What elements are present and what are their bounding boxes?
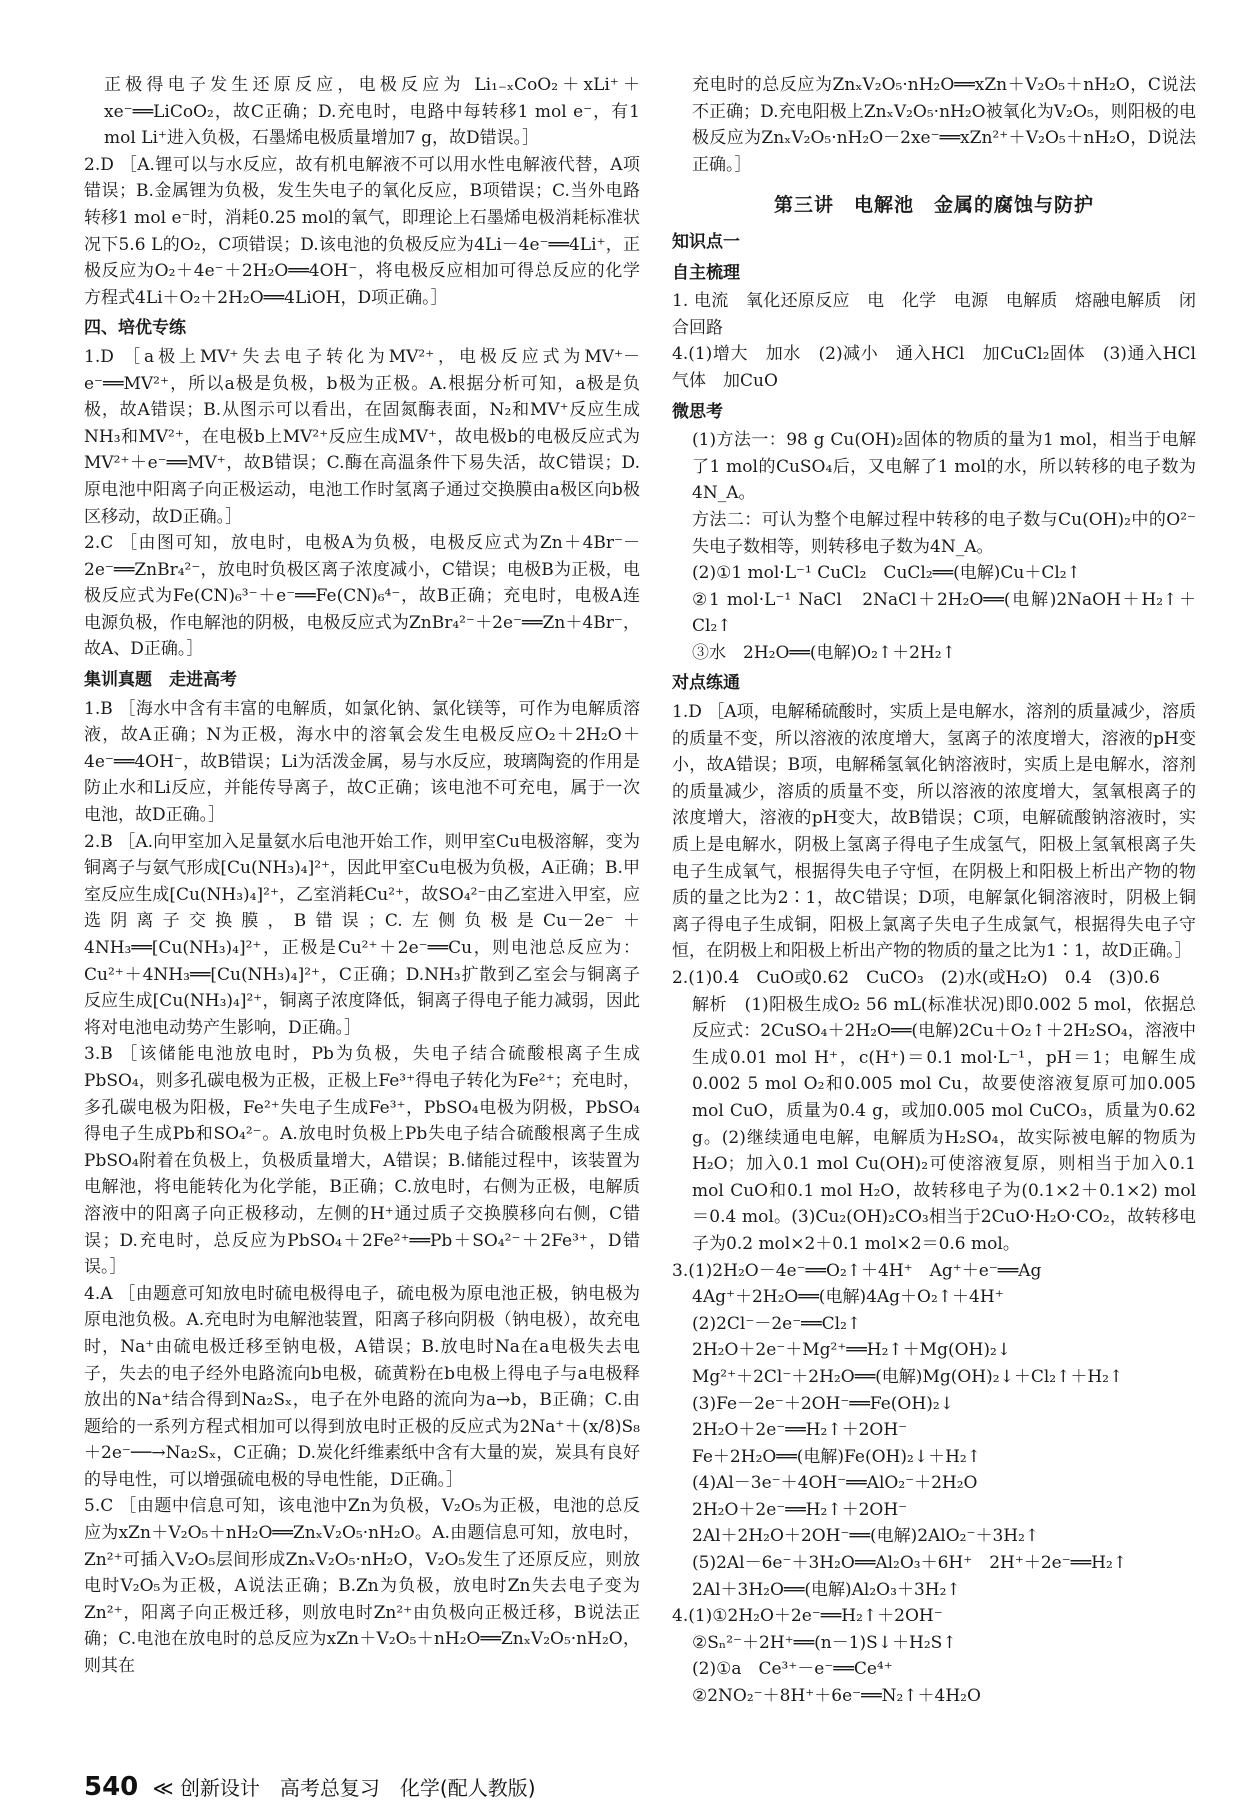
section-heading: 对点练通 bbox=[672, 673, 740, 694]
answer-paragraph: 4.A ［由题意可知放电时硫电极得电子，硫电极为原电池正极，钠电极为原电池负极。A.充电时为电解池装置，阳离子移向阴极（钠电极），故充电时，Na⁺由硫电极迁移至钠电极，A错误；B.放电时Na在a电极失去电子，失去的电子经外电路流向b电极，硫黄粉在b电极上得电子与a电极释放出的Na⁺结合得到Na₂Sₓ，电子在外电路的流向为a→b，B正确；C.由题给的一系列方程式相加可以得到放电时正极的反应式为2Na⁺＋(x/8)S₈＋2e⁻──→Na₂Sₓ，C正确；D.炭化纤维素纸中含有大量的炭，炭具有良好的导电性，可以增强硫电极的导电性能，D正确。］ bbox=[84, 1283, 640, 1490]
equation-line: 4.(1)①2H₂O＋2e⁻══H₂↑＋2OH⁻ bbox=[672, 1606, 943, 1627]
answer-paragraph: 1.D ［a极上MV⁺失去电子转化为MV²⁺，电极反应式为MV⁺－e⁻══MV²⁺，所以a极是负极，b极为正极。A.根据分析可知，a极是负极，故A错误；B.从图示可以看出，在固氮酶表面，N₂和MV⁺反应生成NH₃和MV²⁺，在电极b上MV²⁺反应生成MV⁺，故电极b的电极反应式为MV²⁺＋e⁻══MV⁺，故B错误；C.酶在高温条件下易失活，故C错误；D.原电池中阳离子向正极运动，电池工作时氢离子通过交换膜由a极区向b极区移动，故D正确。］ bbox=[84, 346, 640, 527]
equation-line: (3)Fe－2e⁻＋2OH⁻══Fe(OH)₂↓ bbox=[692, 1393, 954, 1414]
section-heading: 知识点一 bbox=[672, 231, 740, 252]
equation-line: 2Al＋2H₂O＋2OH⁻══(电解)2AlO₂⁻＋3H₂↑ bbox=[692, 1526, 1040, 1547]
answer-paragraph: (2)①1 mol·L⁻¹ CuCl₂ CuCl₂══(电解)Cu＋Cl₂↑ bbox=[692, 563, 1081, 584]
equation-line: 2H₂O＋2e⁻＋Mg²⁺══H₂↑＋Mg(OH)₂↓ bbox=[692, 1340, 1012, 1361]
answer-paragraph: 1.D ［A项，电解稀硫酸时，实质上是电解水，溶剂的质量减少，溶质的质量不变，所以溶液的浓度增大，氢离子的浓度增大，溶液的pH变小，故A错误；B项，电解稀氢氧化钠溶液时，实质上是电解水，溶剂的质量减少，溶质的质量不变，所以溶液的浓度增大，氢氧根离子的浓度增大，溶液的pH变大，故B错误；C项，电解硫酸钠溶液时，实质上是电解水，阴极上氢离子得电子生成氢气，阳极上氢氧根离子失电子生成氧气，根据得失电子守恒，在阴极上和阳极上析出产物的物质的量之比为2∶1，故C错误；D项，电解氯化铜溶液时，阴极上铜离子得电子生成铜，阳极上氯离子失电子生成氯气，根据得失电子守恒，在阴极上和阳极上析出产物的物质的量之比为1∶1，故D正确。］ bbox=[672, 702, 1196, 962]
equation-line: 2Al＋3H₂O══(电解)Al₂O₃＋3H₂↑ bbox=[692, 1579, 961, 1600]
answer-paragraph: 1.B ［海水中含有丰富的电解质，如氯化钠、氯化镁等，可作为电解质溶液，故A正确；N为正极，海水中的溶氧会发生电极反应O₂＋2H₂O＋4e⁻══4OH⁻，故B错误；Li为活泼金属，易与水反应，玻璃陶瓷的作用是防止水和Li反应，并能传导离子，故C正确；该电池不可充电，属于一次电池，故D正确。］ bbox=[84, 698, 640, 826]
page-number: 540 bbox=[84, 1772, 139, 1802]
answer-paragraph: 4.(1)增大 加水 (2)减小 通入HCl 加CuCl₂固体 (3)通入HCl气体 加CuO bbox=[672, 344, 1196, 391]
answer-paragraph: 解析 (1)阳极生成O₂ 56 mL(标准状况)即0.002 5 mol，依据总反应式：2CuSO₄＋2H₂O══(电解)2Cu＋O₂↑＋2H₂SO₄，溶液中生成0.01 mol H⁺，c(H⁺)＝0.1 mol·L⁻¹，pH＝1；电解生成0.002 5 mol O₂和0.005 mol Cu，故要使溶液复原可加0.005 mol CuO，质量为0.4 g，或加0.005 mol CuCO₃，质量为0.62 g。(2)继续通电电解，电解质为H₂SO₄，故实际被电解的物质为H₂O；加入0.1 mol Cu(OH)₂可使溶液复原，则相当于加入0.1 mol CuO和0.1 mol H₂O，故转移电子为(0.1×2＋0.1×2) mol＝0.4 mol。(3)Cu₂(OH)₂CO₃相当于2CuO·H₂O·CO₂，故转移电子为0.2 mol×2＋0.1 mol×2＝0.6 mol。 bbox=[692, 994, 1202, 1254]
chapter-title: 第三讲 电解池 金属的腐蚀与防护 bbox=[773, 194, 1094, 217]
equation-line: ②2NO₂⁻＋8H⁺＋6e⁻══N₂↑＋4H₂O bbox=[692, 1686, 981, 1707]
equation-line: (4)Al－3e⁻＋4OH⁻══AlO₂⁻＋2H₂O bbox=[692, 1473, 978, 1494]
footer-book-title: 创新设计 高考总复习 化学(配人教版) bbox=[179, 1776, 536, 1800]
page-footer bbox=[84, 1772, 536, 1802]
answer-paragraph: 5.C ［由题中信息可知，该电池中Zn为负极，V₂O₅为正极，电池的总反应为xZn＋V₂O₅＋nH₂O══ZnₓV₂O₅·nH₂O。A.由题信息可知，放电时，Zn²⁺可插入V₂O₅层间形成ZnₓV₂O₅·nH₂O，V₂O₅发生了还原反应，则放电时V₂O₅为正极，A说法正确；B.Zn为负极，放电时Zn失去电子变为Zn²⁺，阳离子向正极迁移，则放电时Zn²⁺由负极向正极迁移，B说法正确；C.电池在放电时的总反应为xZn＋V₂O₅＋nH₂O══ZnₓV₂O₅·nH₂O，则其在 bbox=[84, 1496, 640, 1677]
equation-line: 2H₂O＋2e⁻══H₂↑＋2OH⁻ bbox=[692, 1499, 908, 1520]
equation-line: (5)2Al－6e⁻＋3H₂O══Al₂O₃＋6H⁺ 2H⁺＋2e⁻══H₂↑ bbox=[692, 1553, 1128, 1574]
answer-paragraph: 2.C ［由图可知，放电时，电极A为负极，电极反应式为Zn＋4Br⁻－2e⁻══ZnBr₄²⁻，放电时负极区离子浓度减小，C错误；电极B为正极，电极反应式为Fe(CN)₆³⁻＋e⁻══Fe(CN)₆⁴⁻，故B正确；充电时，电极A连电源负极，作电解池的阴极，电极反应式为ZnBr₄²⁻＋2e⁻══Zn＋4Br⁻，故A、D正确。］ bbox=[84, 533, 640, 660]
answer-paragraph: 正极得电子发生还原反应，电极反应为 Li₁₋ₓCoO₂＋xLi⁺＋xe⁻══LiCoO₂，故C正确；D.充电时，电路中每转移1 mol e⁻，有1 mol Li⁺进入负极，石墨烯电极质量增加7 g，故D错误。］ bbox=[104, 75, 646, 149]
answer-paragraph: 2.(1)0.4 CuO或0.62 CuCO₃ (2)水(或H₂O) 0.4 (3)0.6 bbox=[672, 968, 1160, 988]
equation-line: 2H₂O＋2e⁻══H₂↑＋2OH⁻ bbox=[692, 1420, 908, 1441]
equation-line: Mg²⁺＋2Cl⁻＋2H₂O══(电解)Mg(OH)₂↓＋Cl₂↑＋H₂↑ bbox=[692, 1366, 1124, 1387]
equation-line: Fe＋2H₂O══(电解)Fe(OH)₂↓＋H₂↑ bbox=[692, 1446, 981, 1467]
answer-paragraph: ③水 2H₂O══(电解)O₂↑＋2H₂↑ bbox=[692, 642, 956, 663]
answer-paragraph: 方法二：可认为整个电解过程中转移的电子数与Cu(OH)₂中的O²⁻失电子数相等，则转移电子数为4N_A。 bbox=[692, 509, 1196, 557]
answer-paragraph: 2.D ［A.锂可以与水反应，故有机电解液不可以用水性电解液代替，A项错误；B.金属锂为负极，发生失电子的氧化反应，B项错误；C.当外电路转移1 mol e⁻时，消耗0.25 mol的氧气，即理论上石墨烯电极消耗标准状况下5.6 L的O₂，C项错误；D.该电池的负极反应为4Li－4e⁻══4Li⁺，正极反应为O₂＋4e⁻＋2H₂O══4OH⁻，将电极反应相加可得总反应的化学方程式4Li＋O₂＋2H₂O══4LiOH，D项正确。］ bbox=[84, 154, 640, 308]
answer-paragraph: (1)方法一：98 g Cu(OH)₂固体的物质的量为1 mol，相当于电解了1 mol的CuSO₄后，又电解了1 mol的水，所以转移的电子数为4N_A。 bbox=[692, 430, 1196, 504]
section-heading: 四、培优专练 bbox=[84, 318, 186, 339]
equation-line: ②Sₙ²⁻＋2H⁺══(n－1)S↓＋H₂S↑ bbox=[692, 1632, 957, 1653]
answer-paragraph: 3.B ［该储能电池放电时，Pb为负极，失电子结合硫酸根离子生成PbSO₄，则多孔碳电极为正极，正极上Fe³⁺得电子转化为Fe²⁺；充电时，多孔碳电极为阳极，Fe²⁺失电子生成Fe³⁺，PbSO₄电极为阴极，PbSO₄得电子生成Pb和SO₄²⁻。A.放电时负极上Pb失电子结合硫酸根离子生成PbSO₄附着在负极上，负极质量增大，A错误；B.储能过程中，该装置为电解池，将电能转化为化学能，B正确；C.放电时，右侧为正极，电解质溶液中的阳离子向正极移动，左侧的H⁺通过质子交换膜移向右侧，C错误；D.充电时，总反应为PbSO₄＋2Fe²⁺══Pb＋SO₄²⁻＋2Fe³⁺，D错误。］ bbox=[84, 1044, 640, 1278]
left-column bbox=[84, 72, 646, 1680]
answer-paragraph: 1. 电流 氧化还原反应 电 化学 电源 电解质 熔融电解质 闭合回路 bbox=[672, 291, 1196, 338]
equation-line: 3.(1)2H₂O－4e⁻══O₂↑＋4H⁺ Ag⁺＋e⁻══Ag bbox=[672, 1260, 1042, 1281]
equation-line: 4Ag⁺＋2H₂O══(电解)4Ag＋O₂↑＋4H⁺ bbox=[692, 1287, 1004, 1308]
answer-paragraph: 充电时的总反应为ZnₓV₂O₅·nH₂O══xZn＋V₂O₅＋nH₂O，C说法不正确；D.充电阳极上ZnₓV₂O₅·nH₂O被氧化为V₂O₅，则阳极的电极反应为ZnₓV₂O₅·nH₂O－2xe⁻══xZn²⁺＋V₂O₅＋nH₂O，D说法正确。］ bbox=[692, 75, 1196, 175]
double-chevron-left-icon: ≪ bbox=[152, 1776, 174, 1800]
section-heading: 微思考 bbox=[672, 401, 723, 422]
answer-paragraph: ②1 mol·L⁻¹ NaCl 2NaCl＋2H₂O══(电解)2NaOH＋H₂↑＋Cl₂↑ bbox=[692, 589, 1196, 637]
equation-line: (2)2Cl⁻－2e⁻══Cl₂↑ bbox=[692, 1313, 862, 1334]
right-column bbox=[672, 72, 1202, 1710]
equation-line: (2)①a Ce³⁺－e⁻══Ce⁴⁺ bbox=[692, 1659, 893, 1680]
section-heading: 自主梳理 bbox=[672, 262, 740, 283]
section-heading: 集训真题 走进高考 bbox=[84, 670, 237, 691]
answer-paragraph: 2.B ［A.向甲室加入足量氨水后电池开始工作，则甲室Cu电极溶解，变为铜离子与氨气形成[Cu(NH₃)₄]²⁺，因此甲室Cu电极为负极，A正确；B.甲室反应生成[Cu(NH₃)₄]²⁺，乙室消耗Cu²⁺，故SO₄²⁻由乙室进入甲室，应选阴离子交换膜，B错误；C.左侧负极是Cu－2e⁻＋4NH₃══[Cu(NH₃)₄]²⁺，正极是Cu²⁺＋2e⁻══Cu，则电池总反应为：Cu²⁺＋4NH₃══[Cu(NH₃)₄]²⁺，C正确；D.NH₃扩散到乙室会与铜离子反应生成[Cu(NH₃)₄]²⁺，铜离子浓度降低，铜离子得电子能力减弱，因此将对电池电动势产生影响，D正确。］ bbox=[84, 831, 640, 1038]
